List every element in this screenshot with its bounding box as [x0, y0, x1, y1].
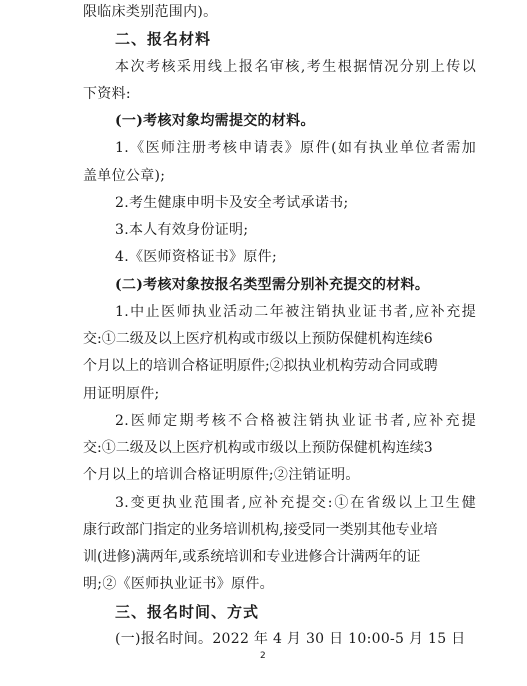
- text-line: 限临床类别范围内)。: [83, 4, 218, 20]
- text-line: 用证明原件;: [83, 386, 160, 402]
- text-line: (一)报名时间。2022 年 4 月 30 日 10:00-5 月 15 日: [115, 631, 466, 647]
- text-line: 盖单位公章);: [83, 168, 166, 184]
- text-line: 4.《医师资格证书》原件;: [115, 249, 277, 265]
- text-line: 3.本人有效身份证明;: [115, 222, 249, 238]
- page-number: 2: [260, 651, 266, 661]
- subsection-heading: (二)考核对象按报名类型需分别补充提交的材料。: [115, 277, 430, 293]
- text-line: 下资料:: [83, 86, 131, 102]
- text-line: 明;②《医师执业证书》原件。: [83, 576, 274, 592]
- text-line: 训(进修)满两年,或系统培训和专业进修合计满两年的证: [83, 549, 421, 565]
- text-line: 交:①二级及以上医疗机构或市级以上预防保健机构连续6: [83, 331, 433, 347]
- subsection-heading: (一)考核对象均需提交的材料。: [115, 113, 315, 129]
- text-line: 个月以上的培训合格证明原件;②注销证明。: [83, 467, 360, 483]
- section-heading: 二、报名材料: [115, 30, 212, 48]
- section-heading: 三、报名时间、方式: [115, 603, 260, 621]
- text-line: 3.变更执业范围者,应补充提交:①在省级以上卫生健: [115, 495, 476, 511]
- text-line: 个月以上的培训合格证明原件;②拟执业机构劳动合同或聘: [83, 358, 438, 374]
- text-line: 1.中止医师执业活动二年被注销执业证书者,应补充提: [115, 304, 476, 320]
- text-line: 1.《医师注册考核申请表》原件(如有执业单位者需加: [115, 140, 476, 156]
- text-line: 康行政部门指定的业务培训机构,接受同一类别其他专业培: [83, 522, 438, 538]
- text-line: 本次考核采用线上报名审核,考生根据情况分别上传以: [115, 59, 476, 75]
- text-line: 2.医师定期考核不合格被注销执业证书者,应补充提: [115, 413, 476, 429]
- text-line: 交:①二级及以上医疗机构或市级以上预防保健机构连续3: [83, 440, 433, 456]
- text-line: 2.考生健康申明卡及安全考试承诺书;: [115, 195, 349, 211]
